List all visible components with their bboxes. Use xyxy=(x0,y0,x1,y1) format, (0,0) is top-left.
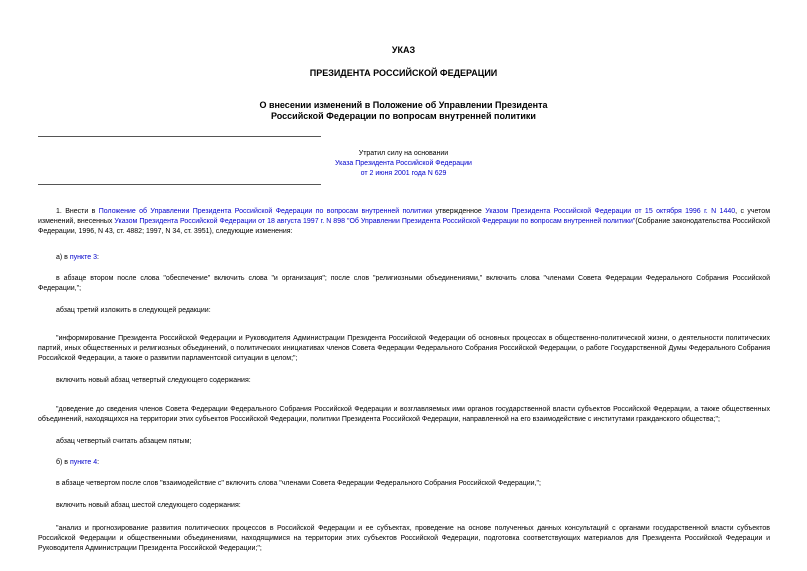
paragraph-5: "информирование Президента Российской Федерации и Руководителя Администрации Президента Российской Федерации об основных процессах в общественно-политической жизни, о деятельности политических партий, иных общественных и религиозных объединений, о политических инициативах членов Совета Федерации Федерального Собрания Российской Федерации, о работе Государственной Думы Федерального Собрания Российской Федерации, а также о развитии парламентской ситуации в целом;"; xyxy=(38,335,770,362)
text: б) в xyxy=(56,459,70,466)
paragraph-4: абзац третий изложить в следующей редакции: xyxy=(56,307,211,314)
paragraph-12: "анализ и прогнозирование развития политических процессов в Российской Федерации и ее субъектах, проведение на основе полученных данных консультаций с органами государственной власти субъектов Российской Федерации и общественными объединениями, находящимися на территории этих субъектов Российской Федерации, подготовка соответствующих материалов для Президента Российской Федерации и Руководителя Администрации Президента Российской Федерации;"; xyxy=(38,525,770,552)
subject-line-1: О внесении изменений в Положение об Управлении Президента xyxy=(259,100,548,110)
document-body xyxy=(38,207,770,554)
text: : xyxy=(97,254,99,261)
paragraph-1 xyxy=(38,207,770,237)
decree-898-link[interactable]: Указом Президента Российской Федерации от 18 августа 1997 г. N 898 "Об Управлении Президента Российской Федерации по вопросам внутренней политики" xyxy=(114,218,636,225)
paragraph-7: "доведение до сведения членов Совета Федерации Федерального Собрания Российской Федерации и возглавляемых ими органов государственной власти субъектов Российской Федерации, а также общественных объединений, находящихся на территории этих субъектов Российской Федерации, политики Президента Российской Федерации, направленной на его взаимодействие с институтами гражданского общества;"; xyxy=(38,406,770,423)
paragraph-9 xyxy=(38,458,770,468)
paragraph-6: включить новый абзац четвертый следующего содержания: xyxy=(56,377,251,384)
divider-bottom xyxy=(38,184,321,185)
text: , с учетом изменений, внесенных xyxy=(38,208,771,225)
paragraph-8: абзац четвертый считать абзацем пятым; xyxy=(56,438,192,445)
document-subject xyxy=(0,100,807,122)
regulation-link[interactable]: Положение об Управлении Президента Российской Федерации по вопросам внутренней политики xyxy=(98,208,433,215)
decree-1440-link[interactable]: Указом Президента Российской Федерации от 15 октября 1996 г. N 1440 xyxy=(485,208,736,215)
divider-top xyxy=(38,136,321,137)
paragraph-2 xyxy=(38,253,770,263)
text: а) в xyxy=(56,254,70,261)
clause-4-link[interactable]: пункте 4 xyxy=(69,459,98,466)
document-type-title: УКАЗ xyxy=(391,45,416,55)
text: 1. Внести в xyxy=(56,208,99,215)
paragraph-11: включить новый абзац шестой следующего содержания: xyxy=(56,502,241,509)
text: : xyxy=(97,459,100,466)
void-decree-date-link[interactable]: от 2 июня 2001 года N 629 xyxy=(360,170,447,177)
text: утвержденное xyxy=(432,208,486,215)
text: (Собрание законодательства Российской Федерации, 1996, N 43, ст. 4882; 1997, N 34, ст. 3951), следующие изменения: xyxy=(38,218,770,235)
issuer-title: ПРЕЗИДЕНТА РОССИЙСКОЙ ФЕДЕРАЦИИ xyxy=(309,68,498,78)
void-notice-text: Утратил силу на основании xyxy=(358,150,449,157)
void-notice xyxy=(0,149,807,179)
clause-3-link[interactable]: пункте 3 xyxy=(69,254,97,261)
paragraph-3: в абзаце втором после слова "обеспечение" включить слова "и организация"; после слов "религиозными объединениями," включить слова "членами Совета Федерации Федерального Собрания Российской Федерации,"; xyxy=(38,275,770,292)
subject-line-2: Российской Федерации по вопросам внутренней политики xyxy=(271,111,536,121)
paragraph-10: в абзаце четвертом после слов "взаимодействие с" включить слова "членами Совета Федерации Федерального Собрания Российской Федерации,"; xyxy=(56,480,541,487)
void-decree-link[interactable]: Указа Президента Российской Федерации xyxy=(335,160,472,167)
